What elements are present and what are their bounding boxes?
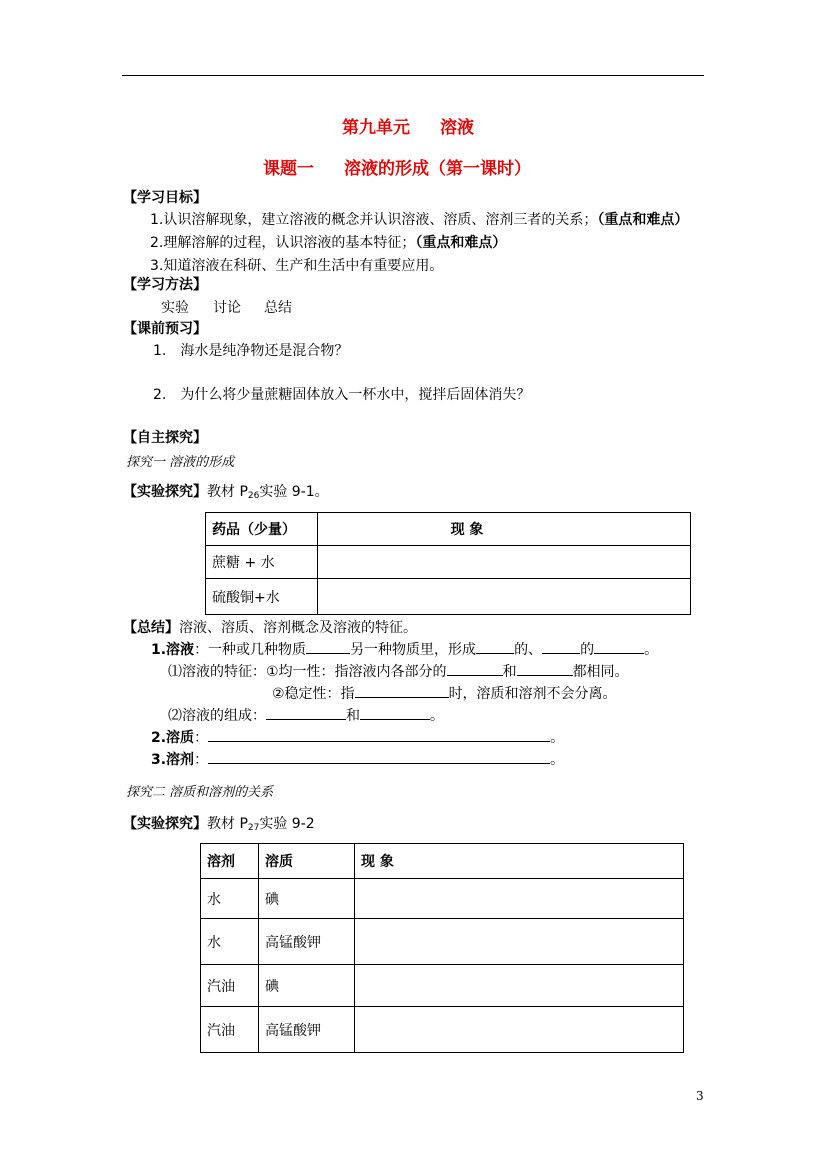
blank[interactable]: [542, 639, 580, 654]
table1-cell: [318, 579, 691, 615]
table2-cell: [355, 879, 684, 919]
table1-cell: [318, 546, 691, 579]
blank[interactable]: [447, 661, 503, 676]
blank[interactable]: [517, 661, 573, 676]
blank[interactable]: [208, 749, 550, 764]
table2-cell: 水: [201, 919, 259, 965]
method-item: 总结: [264, 300, 292, 316]
table1-header: 药品（少量）: [206, 513, 318, 546]
part2-title: 探究二 溶质和溶剂的关系: [126, 785, 274, 800]
page-number: 3: [696, 1089, 704, 1103]
feature-stability: ②稳定性：指 时，溶质和溶剂不会分离。: [272, 683, 617, 703]
solution-composition: ⑵溶液的组成： 和 。: [168, 705, 444, 725]
preview-question-1: 1. 海水是纯净物还是混合物？: [153, 343, 349, 359]
table2-cell: [355, 919, 684, 965]
blank[interactable]: [355, 683, 449, 698]
table2-header: 现 象: [355, 844, 684, 879]
summary-line: 【总结】溶液、溶质、溶剂概念及溶液的特征。: [123, 620, 417, 636]
experiment2-table: [200, 843, 684, 1053]
lesson-title: 课题一 溶液的形成（第一课时）: [263, 159, 531, 179]
table2-cell: [355, 1007, 684, 1053]
goals-heading: 【学习目标】: [123, 190, 207, 206]
part1-title: 探究一 溶液的形成: [126, 455, 235, 470]
header-rule: [122, 75, 704, 76]
table2-cell: 水: [201, 879, 259, 919]
table2-cell: 汽油: [201, 965, 259, 1007]
experiment1-table: [205, 512, 691, 615]
table2-cell: 汽油: [201, 1007, 259, 1053]
unit-title: 第九单元 溶液: [342, 118, 474, 138]
blank[interactable]: [208, 727, 550, 742]
table2-cell: 碘: [259, 879, 355, 919]
methods-heading: 【学习方法】: [123, 277, 207, 293]
feature-uniformity: ⑴溶液的特征：①均一性：指溶液内各部分的 和 都相同。: [168, 661, 629, 681]
goal-item-1: 1.认识溶解现象，建立溶液的概念并认识溶液、溶质、溶剂三者的关系；（重点和难点）: [150, 212, 689, 228]
goal-item-3: 3.知道溶液在科研、生产和生活中有重要应用。: [150, 258, 444, 274]
solvent-definition: 3.溶剂： 。: [151, 749, 564, 769]
blank[interactable]: [360, 705, 430, 720]
table1-cell: 蔗糖 + 水: [206, 546, 318, 579]
method-item: 讨论: [213, 300, 241, 316]
solute-definition: 2.溶质： 。: [151, 727, 564, 747]
blank[interactable]: [306, 639, 350, 654]
table2-header: 溶质: [259, 844, 355, 879]
blank[interactable]: [476, 639, 514, 654]
table2-cell: 高锰酸钾: [259, 1007, 355, 1053]
table1-header: 现 象: [318, 513, 691, 546]
preview-heading: 【课前预习】: [123, 321, 207, 337]
explore-heading: 【自主探究】: [123, 430, 207, 446]
method-item: 实验: [161, 300, 189, 316]
blank[interactable]: [266, 705, 346, 720]
table2-header: 溶剂: [201, 844, 259, 879]
experiment2-line: 【实验探究】教材 $P_{27}$实验 9-2: [123, 816, 315, 833]
blank[interactable]: [594, 639, 644, 654]
table1-cell: 硫酸铜+水: [206, 579, 318, 615]
solution-definition: 1.溶液：一种或几种物质 另一种物质里，形成 的、 的 。: [151, 639, 658, 659]
goal-item-2: 2.理解溶解的过程，认识溶液的基本特征；（重点和难点）: [150, 235, 507, 251]
table2-cell: 高锰酸钾: [259, 919, 355, 965]
preview-question-2: 2. 为什么将少量蔗糖固体放入一杯水中，搅拌后固体消失？: [153, 387, 531, 403]
table2-cell: 碘: [259, 965, 355, 1007]
table2-cell: [355, 965, 684, 1007]
experiment1-line: 【实验探究】教材 $P_{26}$实验 9-1。: [123, 484, 329, 501]
